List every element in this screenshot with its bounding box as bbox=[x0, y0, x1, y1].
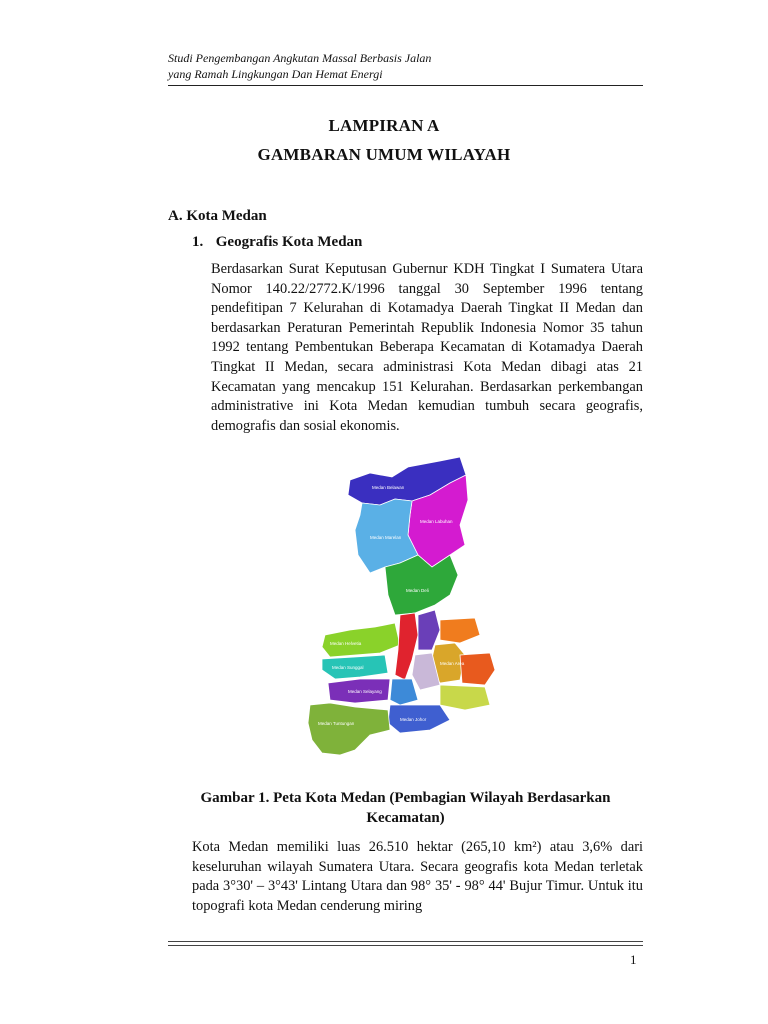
page-number: 1 bbox=[630, 952, 637, 967]
district-medan-amplas bbox=[440, 685, 490, 710]
header-line-2: yang Ramah Lingkungan Dan Hemat Energi bbox=[168, 67, 383, 81]
caption-line-2: Kecamatan) bbox=[366, 810, 445, 826]
map-label-johor: Medan Johor bbox=[400, 717, 427, 722]
district-medan-polonia bbox=[390, 679, 418, 705]
map-label-deli: Medan Deli bbox=[406, 588, 429, 593]
map-label-area: Medan Area bbox=[440, 661, 465, 666]
header-line-1: Studi Pengembangan Angkutan Massal Berbasis Jalan bbox=[168, 51, 432, 65]
map-label-belawan: Medan Belawan bbox=[372, 485, 405, 490]
map-label-helvetia: Medan Helvetia bbox=[330, 641, 362, 646]
map-label-sunggal: Medan Sunggal bbox=[332, 665, 364, 670]
district-medan-helvetia bbox=[322, 623, 400, 657]
footer-divider-bottom bbox=[168, 945, 643, 946]
paragraph-geography: Berdasarkan Surat Keputusan Gubernur KDH Tingkat I Sumatera Utara Nomor 140.22/2772.K/1996 tanggal 30 September 1996 tentang pendefitipan 7 Kelurahan di Kotamadya Daerah Tingkat II Medan dan berdasarkan Peraturan Pemerintah Republik Indonesia Nomor 35 tahun 1992 tentang Pembentukan Beberapa Kecamatan di Kotamadya Daerah Tingkat II Medan, secara administrasi Kota Medan dibagi atas 21 Kecamatan yang mencakup 151 Kelurahan. Berdasarkan perkembangan administrative ini Kota Medan kemudian tumbuh secara geografis, demografis dan sosial ekonomis. bbox=[211, 261, 643, 434]
district-medan-perjuangan bbox=[440, 618, 480, 643]
subsection-heading bbox=[192, 234, 362, 251]
footer-divider-top bbox=[168, 941, 643, 942]
map-label-selayang: Medan Selayang bbox=[348, 689, 382, 694]
district-medan-denai bbox=[460, 653, 495, 685]
subsection-label: Geografis Kota Medan bbox=[215, 234, 363, 250]
map-label-tuntungan: Medan Tuntungan bbox=[318, 721, 355, 726]
district-medan-deli bbox=[385, 555, 458, 615]
figure-caption bbox=[168, 788, 643, 828]
district-medan-tuntungan bbox=[308, 703, 390, 755]
medan-district-map bbox=[300, 455, 505, 760]
map-label-labuhan: Medan Labuhan bbox=[420, 519, 453, 524]
section-heading: A. Kota Medan bbox=[168, 208, 267, 224]
subsection-number: 1. bbox=[192, 234, 204, 250]
header-divider bbox=[168, 85, 643, 86]
page-title: LAMPIRAN A bbox=[328, 116, 440, 135]
page-subtitle: GAMBARAN UMUM WILAYAH bbox=[257, 145, 511, 164]
running-header bbox=[168, 50, 643, 82]
caption-line-1: Gambar 1. Peta Kota Medan (Pembagian Wilayah Berdasarkan bbox=[200, 790, 611, 806]
map-label-marelan: Medan Marelan bbox=[370, 535, 402, 540]
district-medan-timur bbox=[418, 610, 440, 650]
paragraph-area: Kota Medan memiliki luas 26.510 hektar (265,10 km²) atau 3,6% dari keseluruhan wilayah Sumatera Utara. Secara geografis kota Medan terletak pada 3°30' – 3°43' Lintang Utara dan 98° 35' - 98° 44' Bujur Timur. Untuk itu topografi kota Medan cenderung miring bbox=[192, 839, 643, 914]
